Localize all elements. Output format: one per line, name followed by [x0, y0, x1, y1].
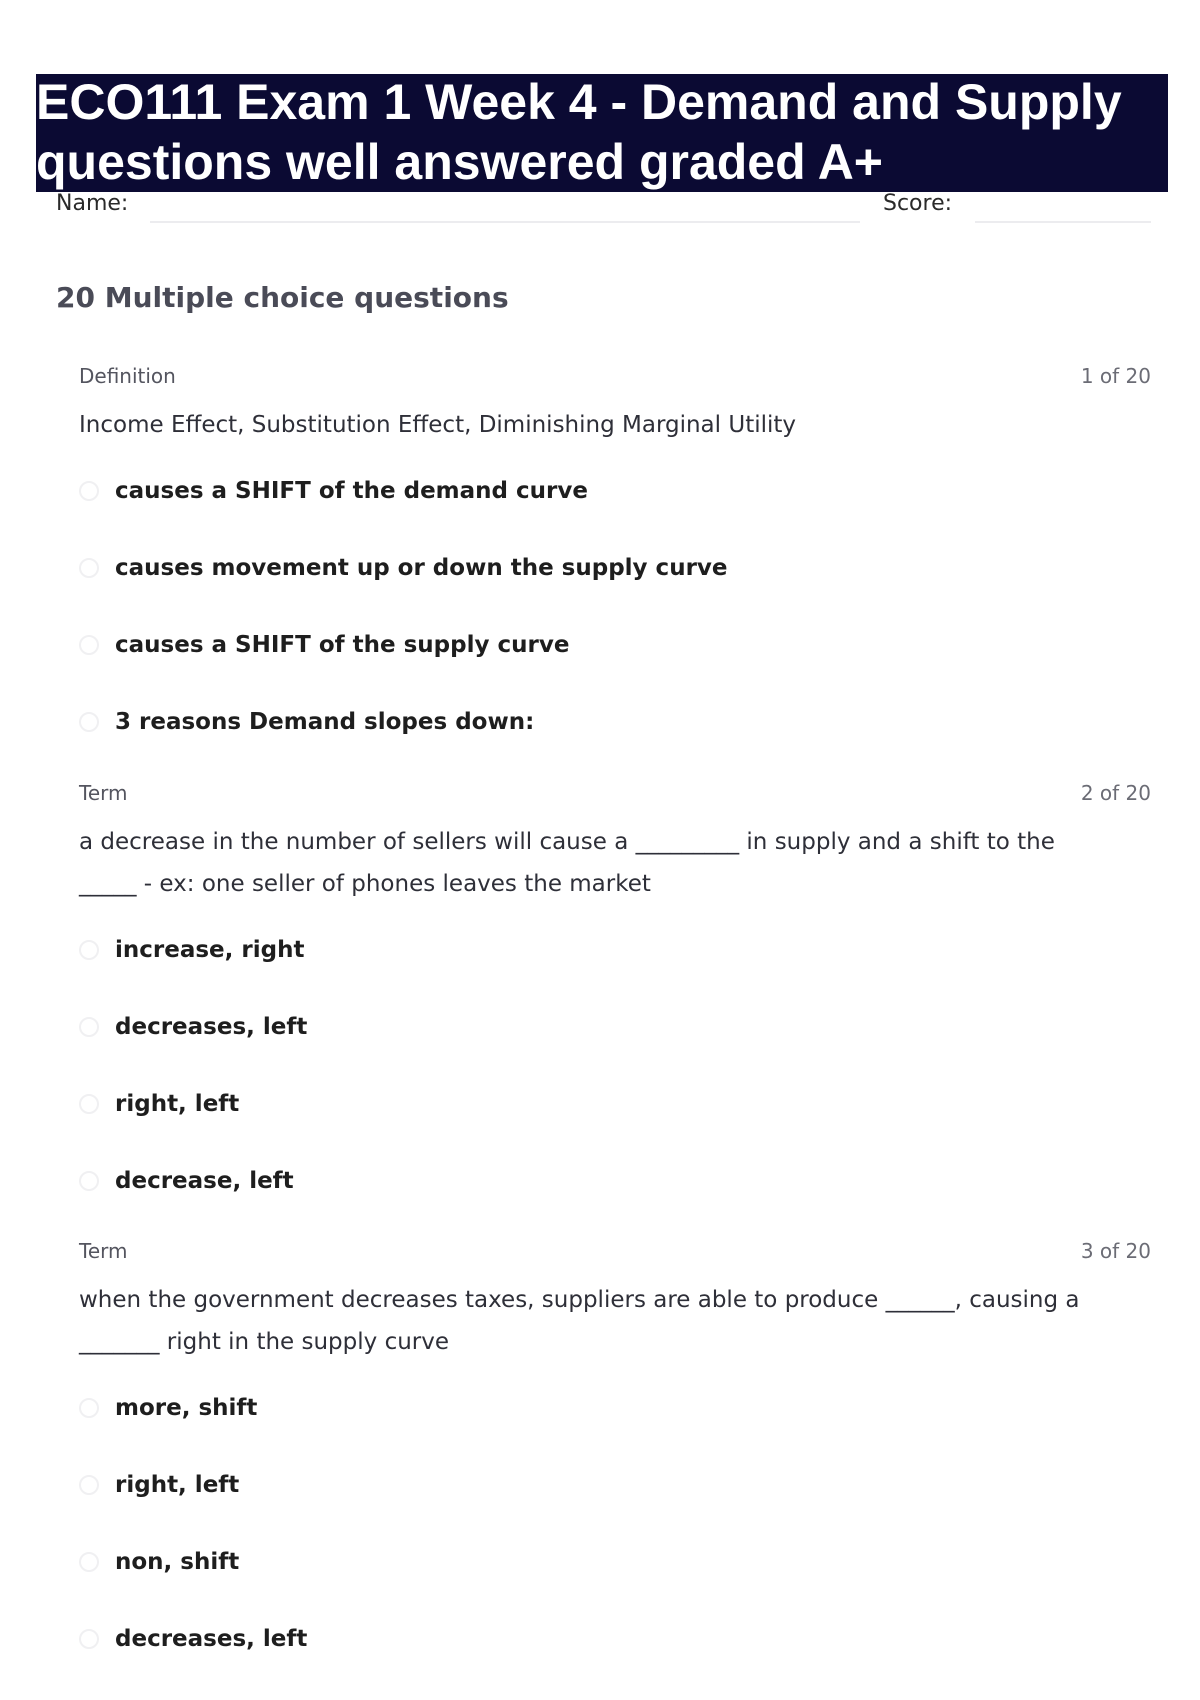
question-2	[79, 781, 1151, 1219]
radio-button[interactable]	[79, 1398, 99, 1418]
score-input-line[interactable]	[975, 221, 1151, 223]
answer-option[interactable]	[79, 1600, 1151, 1677]
document-title: ECO111 Exam 1 Week 4 - Demand and Supply questions well answered graded A+	[36, 74, 1122, 190]
radio-button[interactable]	[79, 558, 99, 578]
question-type: Term	[79, 781, 128, 805]
name-input-line[interactable]	[150, 221, 860, 223]
answer-option[interactable]	[79, 988, 1151, 1065]
question-counter: 3 of 20	[1080, 1239, 1151, 1263]
section-heading: 20 Multiple choice questions	[56, 281, 509, 314]
answer-option[interactable]	[79, 1142, 1151, 1219]
radio-button[interactable]	[79, 1171, 99, 1191]
radio-button[interactable]	[79, 712, 99, 732]
score-label: Score:	[883, 191, 953, 216]
option-label: decreases, left	[115, 1013, 308, 1040]
radio-button[interactable]	[79, 1017, 99, 1037]
answer-option[interactable]	[79, 1065, 1151, 1142]
question-prompt: Income Effect, Substitution Effect, Diminishing Marginal Utility	[79, 412, 797, 438]
question-prompt: a decrease in the number of sellers will cause a _________ in supply and a shift to the _____ - ex: one seller of phones leaves the market	[79, 829, 1055, 897]
radio-button[interactable]	[79, 1552, 99, 1572]
radio-button[interactable]	[79, 1475, 99, 1495]
question-counter: 2 of 20	[1080, 781, 1151, 805]
question-1	[79, 364, 1151, 760]
answer-option[interactable]	[79, 1369, 1151, 1446]
option-label: increase, right	[115, 936, 305, 963]
option-label: right, left	[115, 1090, 240, 1117]
option-label: decrease, left	[115, 1167, 294, 1194]
answer-option[interactable]	[79, 683, 1151, 760]
option-label: decreases, left	[115, 1625, 308, 1652]
answer-option[interactable]	[79, 911, 1151, 988]
question-type: Term	[79, 1239, 128, 1263]
option-label: non, shift	[115, 1548, 240, 1575]
radio-button[interactable]	[79, 1094, 99, 1114]
answer-option[interactable]	[79, 452, 1151, 529]
option-label: 3 reasons Demand slopes down:	[115, 708, 535, 735]
question-counter: 1 of 20	[1080, 364, 1151, 388]
answer-option[interactable]	[79, 606, 1151, 683]
radio-button[interactable]	[79, 481, 99, 501]
answer-option[interactable]	[79, 1523, 1151, 1600]
answer-option[interactable]	[79, 1446, 1151, 1523]
question-type: Definition	[79, 364, 176, 388]
option-label: causes movement up or down the supply curve	[115, 554, 728, 581]
answer-option[interactable]	[79, 529, 1151, 606]
radio-button[interactable]	[79, 635, 99, 655]
option-label: right, left	[115, 1471, 240, 1498]
radio-button[interactable]	[79, 1629, 99, 1649]
name-label: Name:	[56, 191, 129, 216]
option-label: causes a SHIFT of the supply curve	[115, 631, 570, 658]
radio-button[interactable]	[79, 940, 99, 960]
option-label: more, shift	[115, 1394, 258, 1421]
option-label: causes a SHIFT of the demand curve	[115, 477, 588, 504]
question-3	[79, 1239, 1151, 1677]
question-prompt: when the government decreases taxes, suppliers are able to produce ______, causing a _______ right in the supply curve	[79, 1287, 1080, 1355]
